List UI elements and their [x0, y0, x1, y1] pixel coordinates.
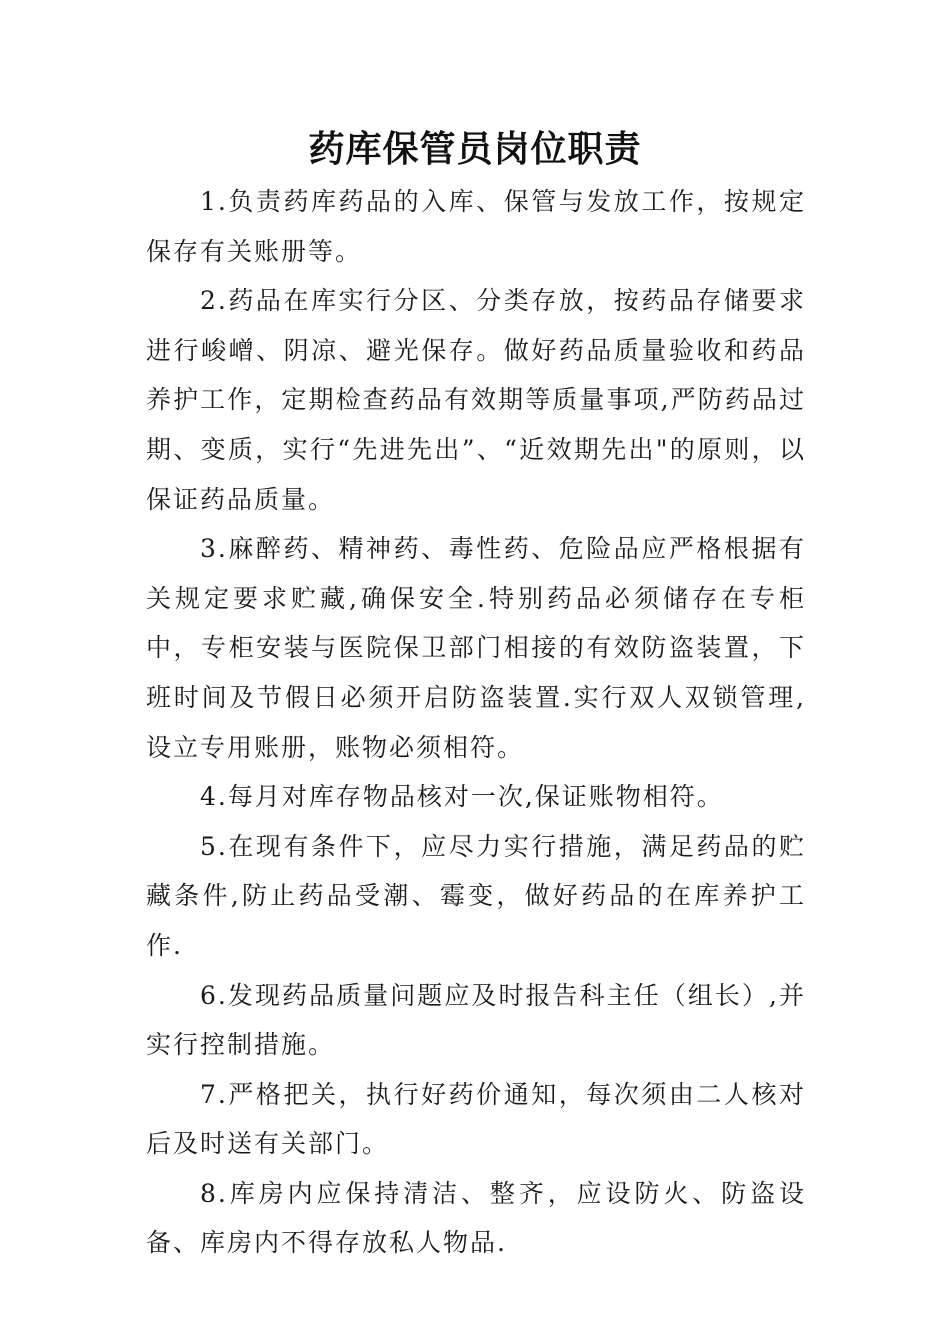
paragraph-4: 4.每月对库存物品核对一次,保证账物相符。 [200, 782, 724, 812]
paragraph-2: 2.药品在库实行分区、分类存放，按药品存储要求进行峻嶒、阴凉、避光保存。做好药品质量验收和药品养护工作，定期检查药品有效期等质量事项,严防药品过期、变质，实行“先进先出”、“近效期先出"的原则，以保证药品质量。 [146, 286, 806, 514]
paragraph-6: 6.发现药品质量问题应及时报告科主任（组长）,并实行控制措施。 [146, 980, 806, 1060]
document-body [146, 177, 806, 1268]
paragraph-3: 3.麻醉药、精神药、毒性药、危险品应严格根据有关规定要求贮藏,确保安全.特别药品必须储存在专柜中，专柜安装与医院保卫部门相接的有效防盗装置，下班时间及节假日必须开启防盗装置.实行双人双锁管理,设立专用账册，账物必须相符。 [146, 534, 806, 762]
paragraph-1: 1.负责药库药品的入库、保管与发放工作，按规定保存有关账册等。 [146, 187, 806, 266]
paragraph-7: 7.严格把关，执行好药价通知，每次须由二人核对后及时送有关部门。 [146, 1079, 806, 1159]
paragraph-5: 5.在现有条件下，应尽力实行措施，满足药品的贮藏条件,防止药品受潮、霉变，做好药品的在库养护工作. [146, 831, 806, 960]
paragraph-8: 8.库房内应保持清洁、整齐，应设防火、防盗设备、库房内不得存放私人物品. [146, 1178, 806, 1258]
document-title: 药库保管员岗位职责 [308, 129, 642, 170]
